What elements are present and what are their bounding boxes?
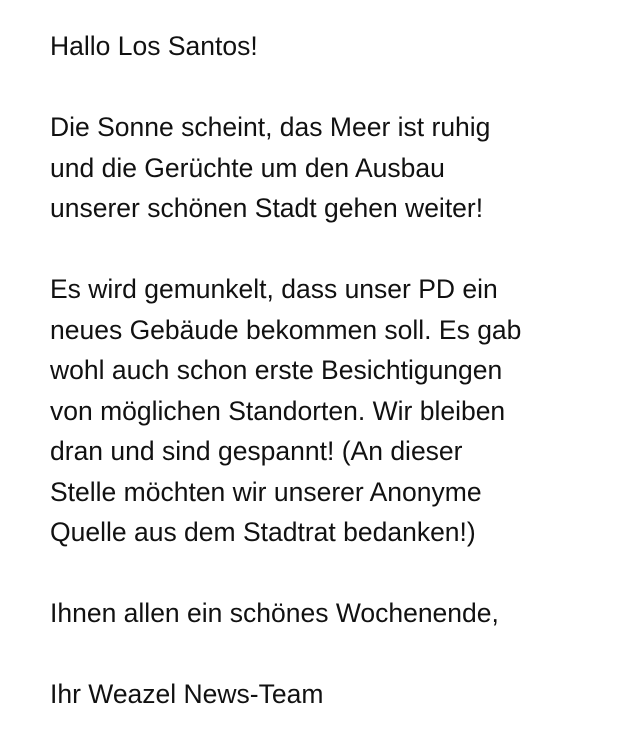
- paragraph-line: Quelle aus dem Stadtrat bedanken!): [50, 517, 476, 547]
- rumor-paragraph: [50, 269, 620, 553]
- paragraph-line: Die Sonne scheint, das Meer ist ruhig: [50, 112, 491, 142]
- signature-paragraph: [50, 674, 620, 715]
- paragraph-line: Stelle möchten wir unserer Anonyme: [50, 476, 482, 507]
- signature-text: Ihr Weazel News-Team: [50, 679, 324, 709]
- paragraph-line: unserer schönen Stadt gehen weiter!: [50, 193, 484, 223]
- closing-paragraph: [50, 593, 620, 634]
- document-body: [50, 26, 620, 715]
- greeting-text: Hallo Los Santos!: [50, 31, 258, 61]
- paragraph-line: wohl auch schon erste Besichtigungen: [50, 355, 503, 385]
- closing-text: Ihnen allen ein schönes Wochenende,: [50, 598, 499, 628]
- paragraph-line: und die Gerüchte um den Ausbau: [50, 152, 445, 183]
- paragraph-line: neues Gebäude bekommen soll. Es gab: [50, 314, 522, 345]
- greeting-paragraph: [50, 26, 620, 67]
- paragraph-line: Es wird gemunkelt, dass unser PD ein: [50, 274, 498, 304]
- paragraph-line: dran und sind gespannt! (An dieser: [50, 436, 463, 466]
- weather-paragraph: [50, 107, 620, 229]
- paragraph-line: von möglichen Standorten. Wir bleiben: [50, 395, 506, 426]
